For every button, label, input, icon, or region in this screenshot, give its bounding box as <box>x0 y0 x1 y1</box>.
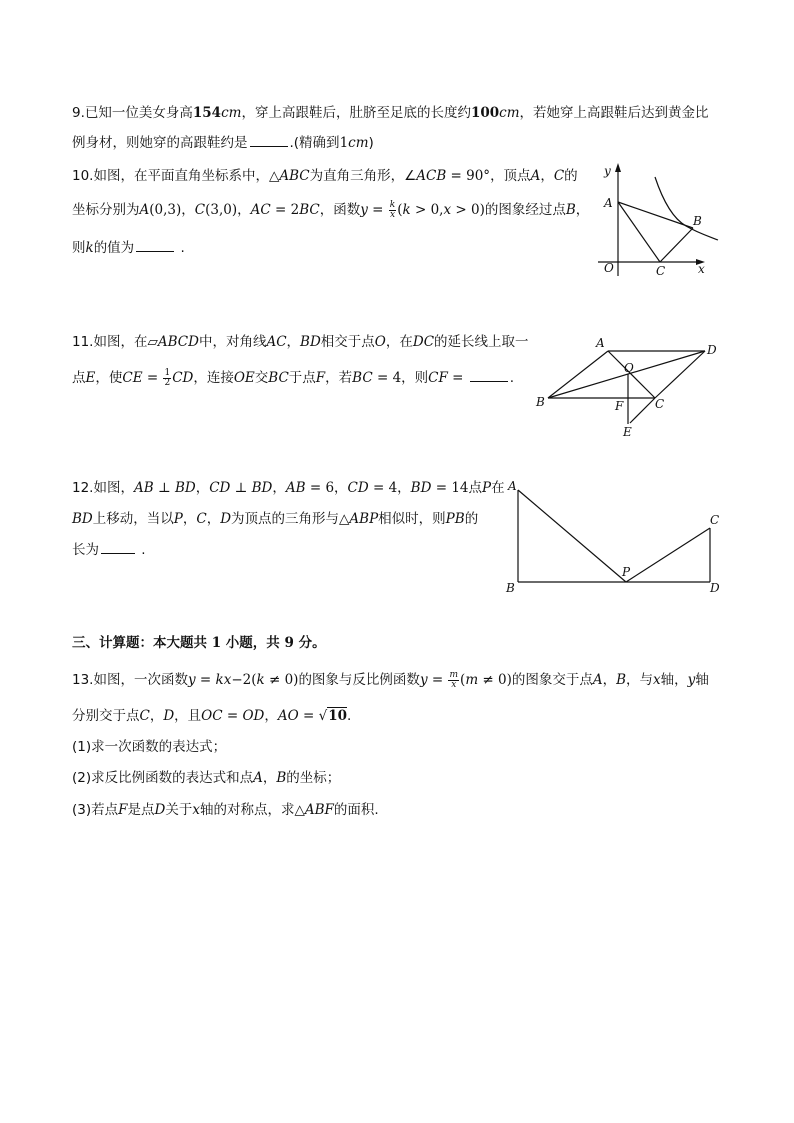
point-label-D: D <box>710 581 720 595</box>
point-label-B: B <box>693 214 702 228</box>
point-label-D: D <box>707 343 717 357</box>
point-label-F: F <box>615 399 624 413</box>
q12-line1: 12.如图，AB ⊥ BD，CD ⊥ BD，AB = 6，CD = 4，BD = 14点P在 <box>72 480 505 496</box>
q11-line2: 点E，使CE = $\frac{1}{2}$ CD，连接OE交BC于点F，若BC = 4，则CF = . <box>72 367 515 388</box>
q10-line2: 坐标分别为A(0,3)，C(3,0)，AC = 2BC，函数y = $\frac{k}{x}$ (k > 0,x > 0)的图象经过点B， <box>72 199 590 220</box>
point-label-C: C <box>710 513 720 527</box>
q10-line3: 则k的值为 . <box>72 240 185 256</box>
q13-part2: (2)求反比例函数的表达式和点A，B的坐标； <box>72 770 341 786</box>
point-label-P: P <box>622 565 631 579</box>
q13-part3: (3)若点F是点D关于x轴的对称点，求△ABF的面积. <box>72 802 379 818</box>
point-label-B: B <box>536 395 545 409</box>
section-heading: 三、计算题：本大题共 1 小题，共 9 分。 <box>72 635 326 651</box>
q11-line1: 11.如图，在▱ABCD中，对角线AC，BD相交于点O，在DC的延长线上取一 <box>72 334 529 350</box>
point-label-E: E <box>623 425 632 439</box>
fraction-k-over-x: $\frac{k}{x}$ <box>389 199 396 220</box>
q10-line1: 10.如图，在平面直角坐标系中，△ABC为直角三角形，∠ACB = 90°，顶点A，C的 <box>72 168 578 184</box>
point-label-A: A <box>596 336 605 350</box>
fraction-m-over-x: $\frac{m}{x}$ <box>449 669 459 690</box>
axis-label-y: y <box>604 164 611 178</box>
q9-line2: 例身材，则她穿的高跟鞋约是 .(精确到1cm) <box>72 135 374 151</box>
point-label-C: C <box>655 397 665 411</box>
q9-line1: 9.已知一位美女身高154cm，穿上高跟鞋后，肚脐至足底的长度约100cm，若她穿上高跟鞋后达到黄金比 <box>72 105 709 121</box>
q12-line3: 长为 . <box>72 542 146 558</box>
q13-line1: 13.如图，一次函数y = kx−2(k ≠ 0)的图象与反比例函数y = $\frac{m}{x}$ (m ≠ 0)的图象交于点A，B，与x轴，y轴 <box>72 669 709 690</box>
point-label-O: O <box>624 361 634 375</box>
q12-line2: BD上移动，当以P，C，D为顶点的三角形与△ABP相似时，则PB的 <box>72 511 479 527</box>
fraction-one-half: $\frac{1}{2}$ <box>164 367 171 388</box>
q13-part1: (1)求一次函数的表达式； <box>72 739 227 755</box>
point-label-A: A <box>604 196 613 210</box>
point-label-C: C <box>656 264 666 278</box>
q13-line2: 分别交于点C，D，且OC = OD，AO = √10. <box>72 708 352 724</box>
point-label-B: B <box>506 581 515 595</box>
axis-label-x: x <box>698 262 705 276</box>
point-label-O: O <box>604 261 614 275</box>
point-label-A: A <box>508 479 517 493</box>
